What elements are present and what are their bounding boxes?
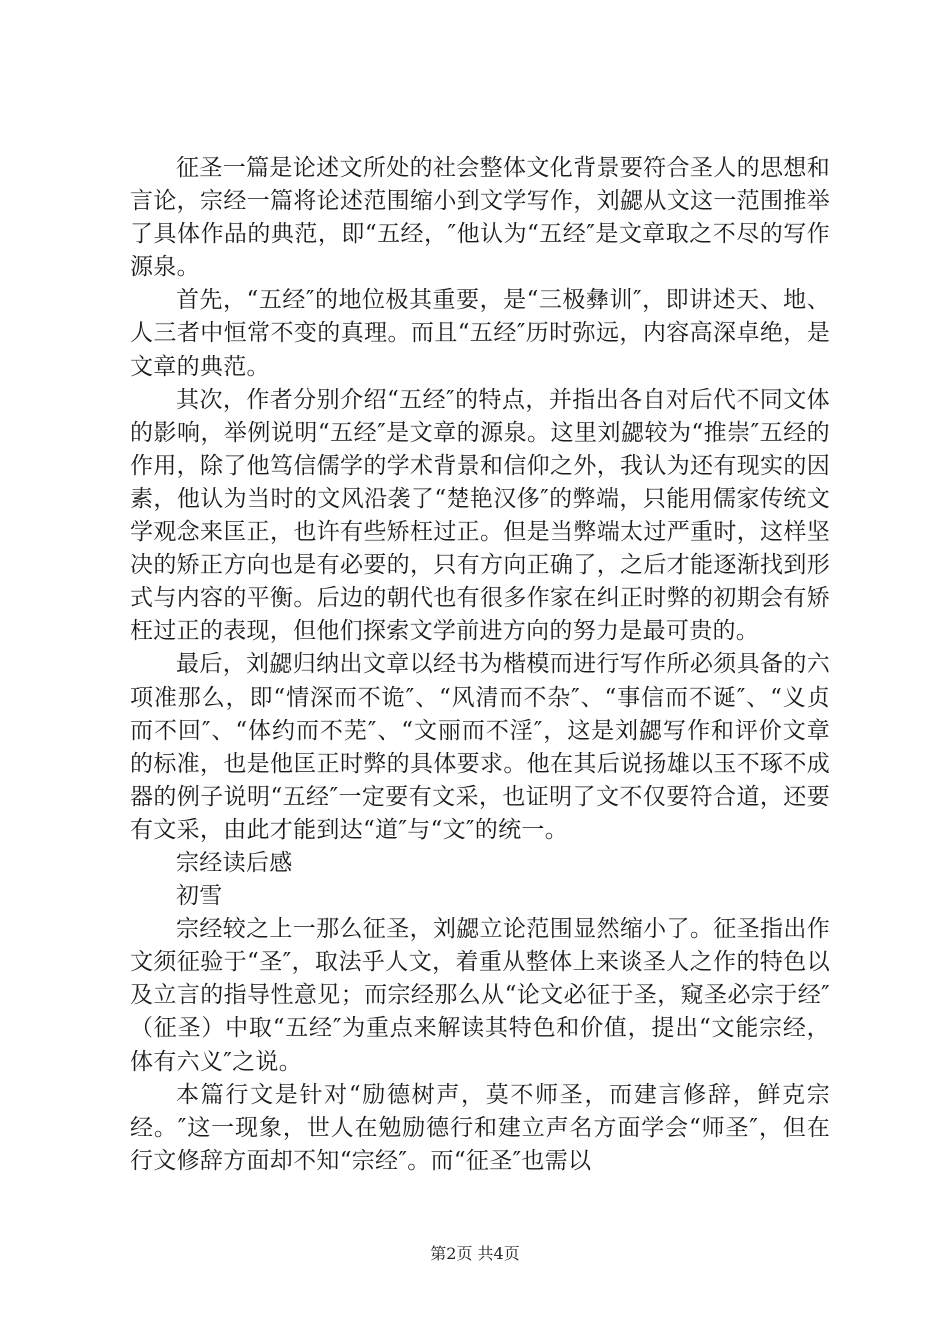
paragraph-zhengsheng-intro: 征圣一篇是论述文所处的社会整体文化背景要符合圣人的思想和言论，宗经一篇将论述范围缩小到文学写作，刘勰从文这一范围推举了具体作品的典范，即“五经，″他认为“五经″是文章取之不尽的写作源泉。 bbox=[130, 155, 830, 281]
paragraph-zongjing-compare: 宗经较之上一那么征圣，刘勰立论范围显然缩小了。征圣指出作文须征验于“圣″，取法乎人文，着重从整体上来谈圣人之作的特色以及立言的指导性意见；而宗经那么从“论文必征于圣，窥圣必宗于经″（征圣）中取“五经″为重点来解读其特色和价值，提出“文能宗经，体有六义″之说。 bbox=[130, 916, 830, 1075]
paragraph-second-point: 其次，作者分别介绍“五经″的特点，并指出各自对后代不同文体的影响，举例说明“五经″是文章的源泉。这里刘勰较为“推崇″五经的作用，除了他笃信儒学的学术背景和信仰之外，我认为还有现实的因素，他认为当时的文风沿袭了“楚艳汉侈″的弊端，只能用儒家传统文学观念来匡正，也许有些矫枉过正。但是当弊端太过严重时，这样坚决的矫正方向也是有必要的，只有方向正确了，之后才能逐渐找到形式与内容的平衡。后边的朝代也有很多作家在纠正时弊的初期会有矫枉过正的表现，但他们探索文学前进方向的努力是最可贵的。 bbox=[130, 386, 830, 645]
paragraph-final-point: 最后，刘勰归纳出文章以经书为楷模而进行写作所必须具备的六项准那么，即“情深而不诡″、“风清而不杂″、“事信而不诞″、“义贞而不回″、“体约而不芜″、“文丽而不淫″，这是刘勰写作和评价文章的标准，也是他匡正时弊的具体要求。他在其后说扬雄以玉不琢不成器的例子说明“五经″一定要有文采，也证明了文不仅要符合道，还要有文采，由此才能到达“道″与“文″的统一。 bbox=[130, 651, 830, 843]
page-number-footer: 第2页 共4页 bbox=[430, 1244, 520, 1263]
section-title: 宗经读后感 bbox=[176, 849, 293, 876]
paragraph-first-point: 首先，“五经″的地位极其重要，是“三极彝训″，即讲述天、地、人三者中恒常不变的真理。而且“五经″历时弥远，内容高深卓绝，是文章的典范。 bbox=[130, 287, 830, 380]
paragraph-zongjing-purpose: 本篇行文是针对“励德树声，莫不师圣，而建言修辞，鲜克宗经。″这一现象，世人在勉励德行和建立声名方面学会“师圣″，但在行文修辞方面却不知“宗经″。而“征圣″也需以 bbox=[130, 1081, 830, 1174]
body-text bbox=[130, 152, 830, 1178]
author-name: 初雪 bbox=[176, 883, 223, 910]
